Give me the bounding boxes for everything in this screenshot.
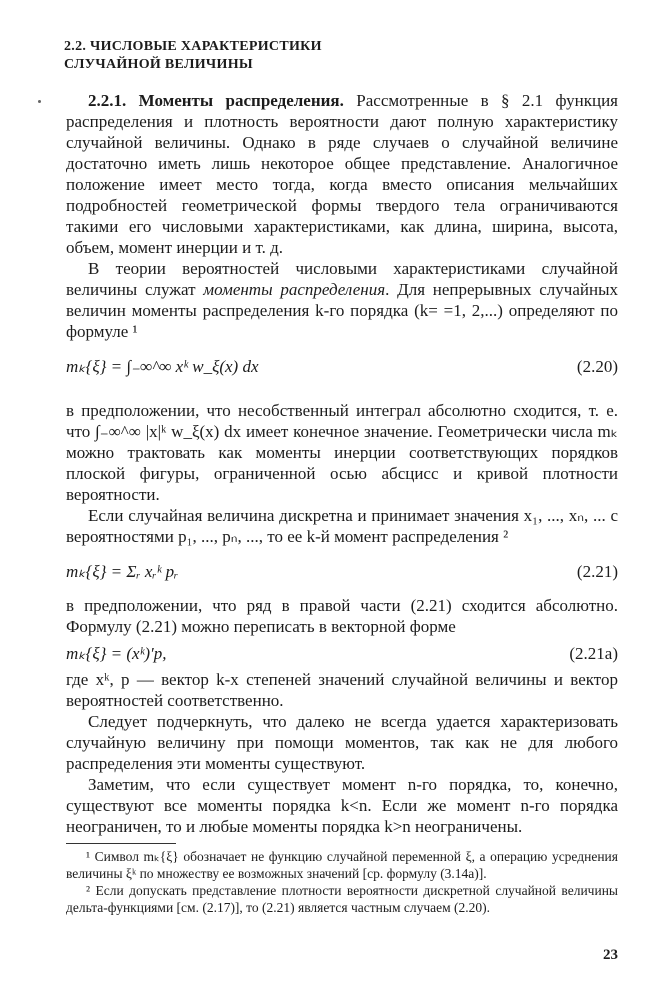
- equation-2-21a-number: (2.21a): [569, 644, 618, 663]
- footnote-1: ¹ Символ mₖ{ξ} обозначает не функцию случайной переменной ξ, а операцию усреднения величины ξᵏ по множеству ее возможных значений [ср. формулу (3.14a)].: [66, 849, 618, 881]
- paragraph-5: в предположении, что ряд в правой части (2.21) сходится абсолютно. Формулу (2.21) можно переписать в векторной форме: [66, 596, 618, 636]
- equation-2-21: [66, 551, 618, 591]
- paragraph-2-emphasis: моменты распределения: [203, 280, 386, 299]
- heading-line-1: 2.2. ЧИСЛОВЫЕ ХАРАКТЕРИСТИКИ: [64, 39, 322, 54]
- footnote-divider: [66, 843, 176, 844]
- paragraph-1: [66, 90, 618, 258]
- paragraph-2: [66, 258, 618, 342]
- paragraph-4: Если случайная величина дискретна и принимает значения x₁, ..., xₙ, ... с вероятностями p₁, ..., pₙ, ..., то ее k-й момент распределения ²: [66, 506, 618, 546]
- margin-dot: [38, 100, 41, 103]
- equation-2-20-expression: mₖ{ξ} = ∫₋∞^∞ xᵏ w_ξ(x) dx: [66, 357, 259, 376]
- paragraph-2-text-a: В теории вероятностей числовыми характеристиками случайной величины служат: [66, 259, 618, 299]
- equation-2-21-expression: mₖ{ξ} = Σᵣ xᵣᵏ pᵣ: [66, 562, 179, 581]
- equation-2-21-number: (2.21): [576, 562, 618, 581]
- equation-2-21a: [66, 639, 618, 667]
- equation-2-20: [66, 346, 618, 396]
- paragraph-7: Следует подчеркнуть, что далеко не всегда удается характеризовать случайную величину при помощи моментов, так как не для любого распределения эти моменты существуют.: [66, 712, 618, 773]
- paragraph-8: Заметим, что если существует момент n-го порядка, то, конечно, существуют все моменты порядка k<n. Если же момент n-го порядка неограничен, то и любые моменты порядка k>n неограничены.: [66, 775, 618, 836]
- equation-2-20-number: (2.20): [576, 357, 618, 376]
- paragraph-1-text: Рассмотренные в § 2.1 функция распределения и плотность вероятности дают полную характеристику случайной величины. Однако в ряде случаев о случайной величине достаточно иметь лишь некоторое общее представление. Аналогичное положение имеет место тогда, когда вместо описания мельчайших подробностей геометрической формы твердого тела ограничиваются такими его числовыми характеристиками, как длина, ширина, высота, объем, момент инерции и т. д.: [66, 91, 618, 257]
- section-heading: [64, 38, 484, 74]
- page-number: 23: [603, 947, 618, 963]
- paragraph-3: в предположении, что несобственный интеграл абсолютно сходится, т. е. что ∫₋∞^∞ |x|ᵏ w_ξ(x) dx имеет конечное значение. Геометрически числа mₖ можно трактовать как моменты инерции соответствующих порядков плоской фигуры, ограниченной осью абсцисс и кривой плотности вероятности.: [66, 401, 618, 504]
- footnote-2: ² Если допускать представление плотности вероятности дискретной случайной величины дельта-функциями [см. (2.17)], то (2.21) является частным случаем (2.20).: [66, 883, 618, 915]
- main-text: [66, 90, 618, 837]
- paragraph-6: где xᵏ, p — вектор k-х степеней значений случайной величины и вектор вероятностей соответственно.: [66, 670, 618, 710]
- subsection-lead: 2.2.1. Моменты распределения.: [88, 91, 344, 110]
- paragraph-2-text-b: . Для непрерывных случайных величин моменты распределения k-го порядка (k= =1, 2,...) определяют по формуле ¹: [66, 280, 618, 341]
- footnotes: [66, 848, 618, 916]
- heading-line-2: СЛУЧАЙНОЙ ВЕЛИЧИНЫ: [64, 57, 253, 72]
- equation-2-21a-expression: mₖ{ξ} = (xᵏ)′p,: [66, 644, 167, 663]
